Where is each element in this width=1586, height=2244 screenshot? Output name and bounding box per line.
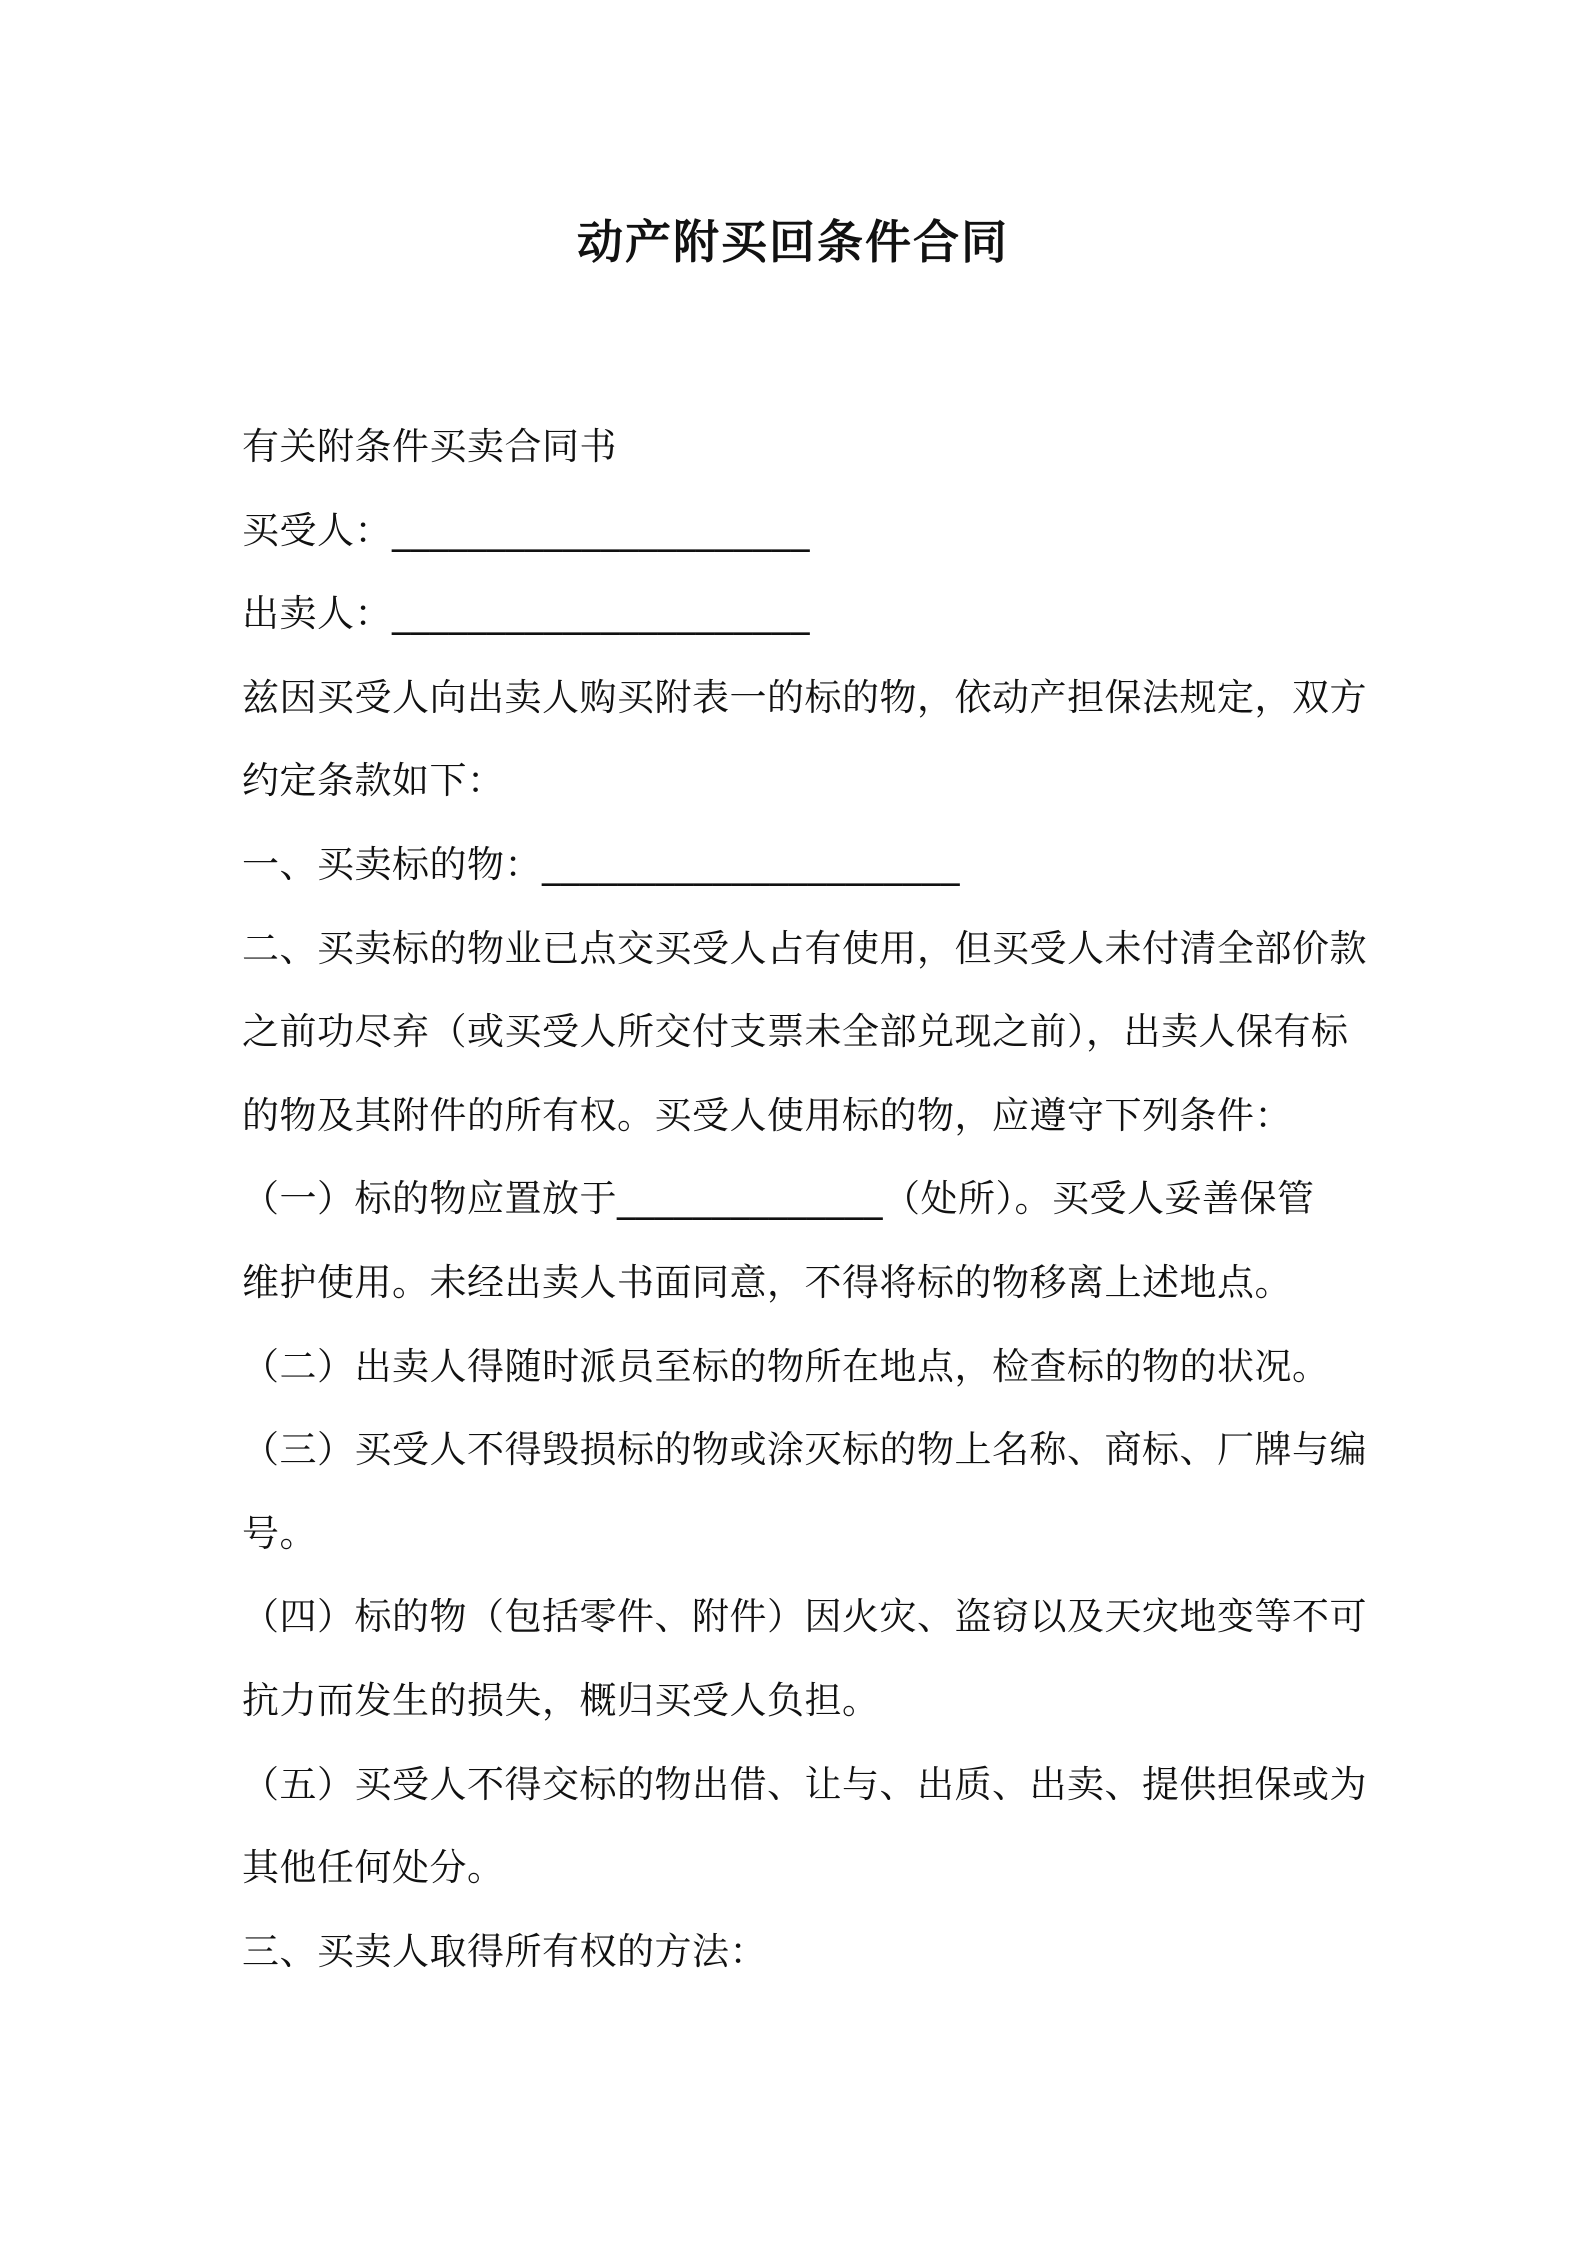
condition-1-line-2: 维护使用。未经出卖人书面同意，不得将标的物移离上述地点。 (242, 1260, 1292, 1304)
clause-2-line-2: 之前功尽弃（或买受人所交付支票未全部兑现之前），出卖人保有标 (242, 1010, 1349, 1054)
condition-4-line-2: 抗力而发生的损失，概归买受人负担。 (242, 1678, 880, 1722)
condition-2-line: （二）出卖人得随时派员至标的物所在地点，检查标的物的状况。 (242, 1344, 1330, 1388)
clause-2-line-1: 二、买卖标的物业已点交买受人占有使用，但买受人未付清全部价款 (242, 926, 1367, 970)
preamble-line-2: 约定条款如下： (242, 759, 505, 803)
seller-field-line: 出卖人：______________________ (242, 592, 810, 636)
condition-1-line-1: （一）标的物应置放于______________（处所）。买受人妥善保管 (242, 1177, 1315, 1221)
clause-1-line: 一、买卖标的物：______________________ (242, 842, 960, 886)
clause-2-line-3: 的物及其附件的所有权。买受人使用标的物，应遵守下列条件： (242, 1093, 1292, 1137)
heading-line: 有关附条件买卖合同书 (242, 425, 617, 468)
condition-5-line-2: 其他任何处分。 (242, 1846, 505, 1890)
condition-3-line-1: （三）买受人不得毁损标的物或涂灭标的物上名称、商标、厂牌与编 (242, 1428, 1367, 1472)
condition-3-line-2: 号。 (242, 1511, 317, 1555)
condition-5-line-1: （五）买受人不得交标的物出借、让与、出质、出卖、提供担保或为 (242, 1762, 1367, 1806)
clause-3-line: 三、买卖人取得所有权的方法： (242, 1929, 767, 1973)
preamble-line-1: 兹因买受人向出卖人购买附表一的标的物，依动产担保法规定，双方 (242, 675, 1367, 719)
condition-4-line-1: （四）标的物（包括零件、附件）因火灾、盗窃以及天灾地变等不可 (242, 1595, 1367, 1639)
buyer-field-line: 买受人：______________________ (242, 508, 810, 552)
document-title: 动产附买回条件合同 (577, 215, 1009, 269)
document-body (242, 405, 1367, 1993)
